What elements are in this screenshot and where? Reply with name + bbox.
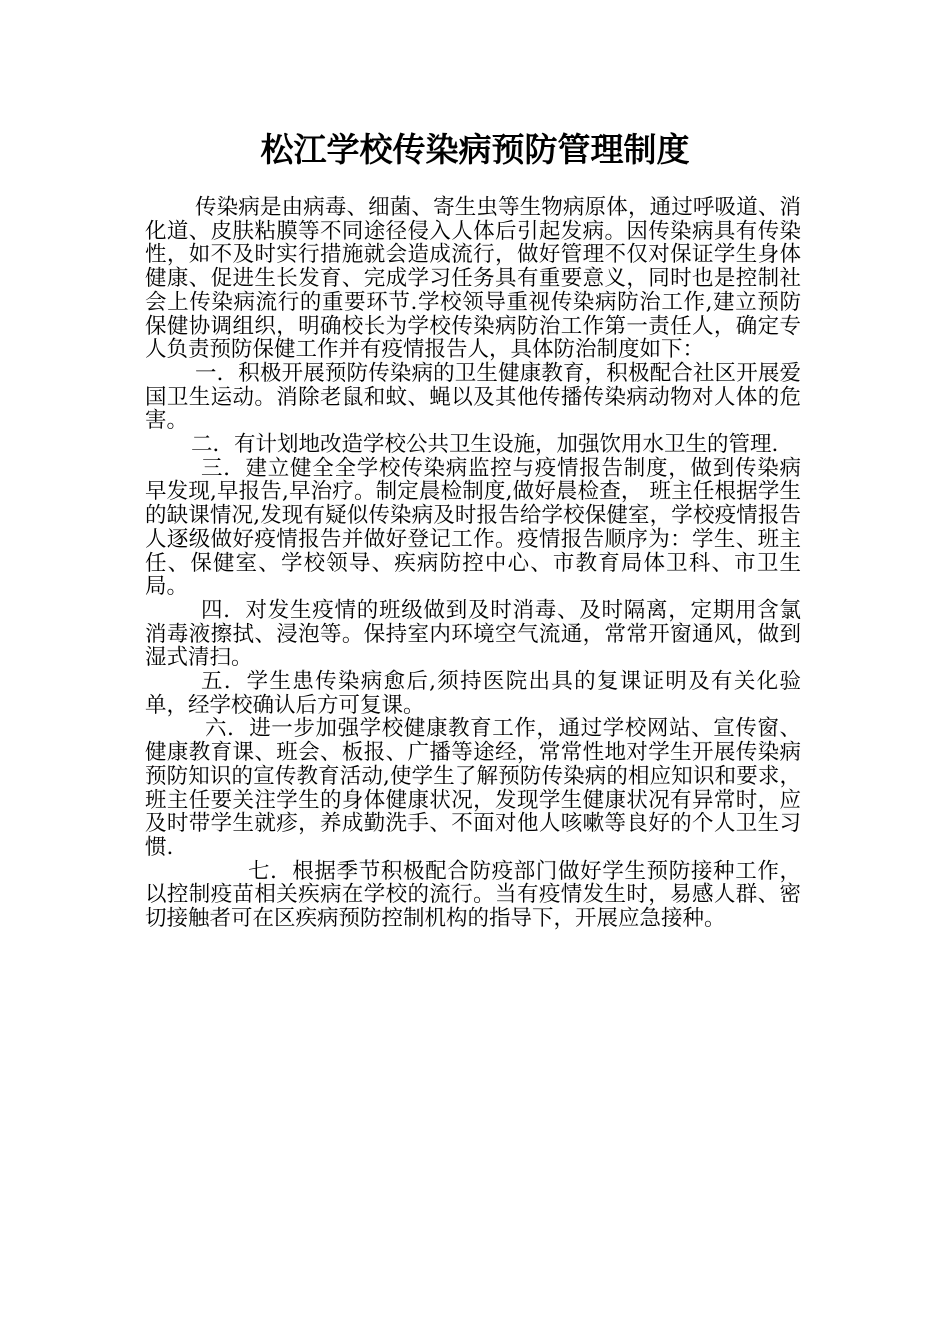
document-body: [145, 196, 801, 931]
rule-paragraph-4: 四．对发生疫情的班级做到及时消毒、及时隔离，定期用含氯消毒液擦拭、浸泡等。保持室内环境空气流通，常常开窗通风，做到湿式清扫。: [145, 597, 801, 671]
document-title: 松江学校传染病预防管理制度: [260, 130, 690, 169]
rule-paragraph-7: 七．根据季节积极配合防疫部门做好学生预防接种工作，以控制疫苗相关疾病在学校的流行。当有疫情发生时，易感人群、密切接触者可在区疾病预防控制机构的指导下，开展应急接种。: [145, 858, 801, 932]
intro-paragraph: 传染病是由病毒、细菌、寄生虫等生物病原体，通过呼吸道、消化道、皮肤粘膜等不同途径侵入人体后引起发病。因传染病具有传染性，如不及时实行措施就会造成流行，做好管理不仅对保证学生身体健康、促进生长发育、完成学习任务具有重要意义，同时也是控制社会上传染病流行的重要环节.学校领导重视传染病防治工作,建立预防保健协调组织，明确校长为学校传染病防治工作第一责任人，确定专人负责预防保健工作并有疫情报告人，具体防治制度如下：: [145, 195, 801, 363]
rule-paragraph-3: 三．建立健全全学校传染病监控与疫情报告制度，做到传染病早发现,早报告,早治疗。制定晨检制度,做好晨检查， 班主任根据学生的缺课情况,发现有疑似传染病及时报告给学校保健室，学校疫情报告人逐级做好疫情报告并做好登记工作。疫情报告顺序为：学生、班主任、保健室、学校领导、疾病防控中心、市教育局体卫科、市卫生局。: [145, 455, 801, 600]
rule-paragraph-2: 二．有计划地改造学校公共卫生设施，加强饮用水卫生的管理.: [191, 432, 779, 458]
rule-paragraph-6: 六．进一步加强学校健康教育工作，通过学校网站、宣传窗、健康教育课、班会、板报、广播等途经，常常性地对学生开展传染病预防知识的宣传教育活动,使学生了解预防传染病的相应知识和要求，班主任要关注学生的身体健康状况，发现学生健康状况有异常时，应及时带学生就疹，养成勤洗手、不面对他人咳嗽等良好的个人卫生习惯.: [145, 716, 801, 860]
rule-paragraph-5: 五．学生患传染病愈后,须持医院出具的复课证明及有关化验单，经学校确认后方可复课。: [145, 669, 801, 718]
rule-paragraph-1: 一．积极开展预防传染病的卫生健康教育，积极配合社区开展爱国卫生运动。消除老鼠和蚊、蝇以及其他传播传染病动物对人体的危害。: [145, 360, 801, 434]
